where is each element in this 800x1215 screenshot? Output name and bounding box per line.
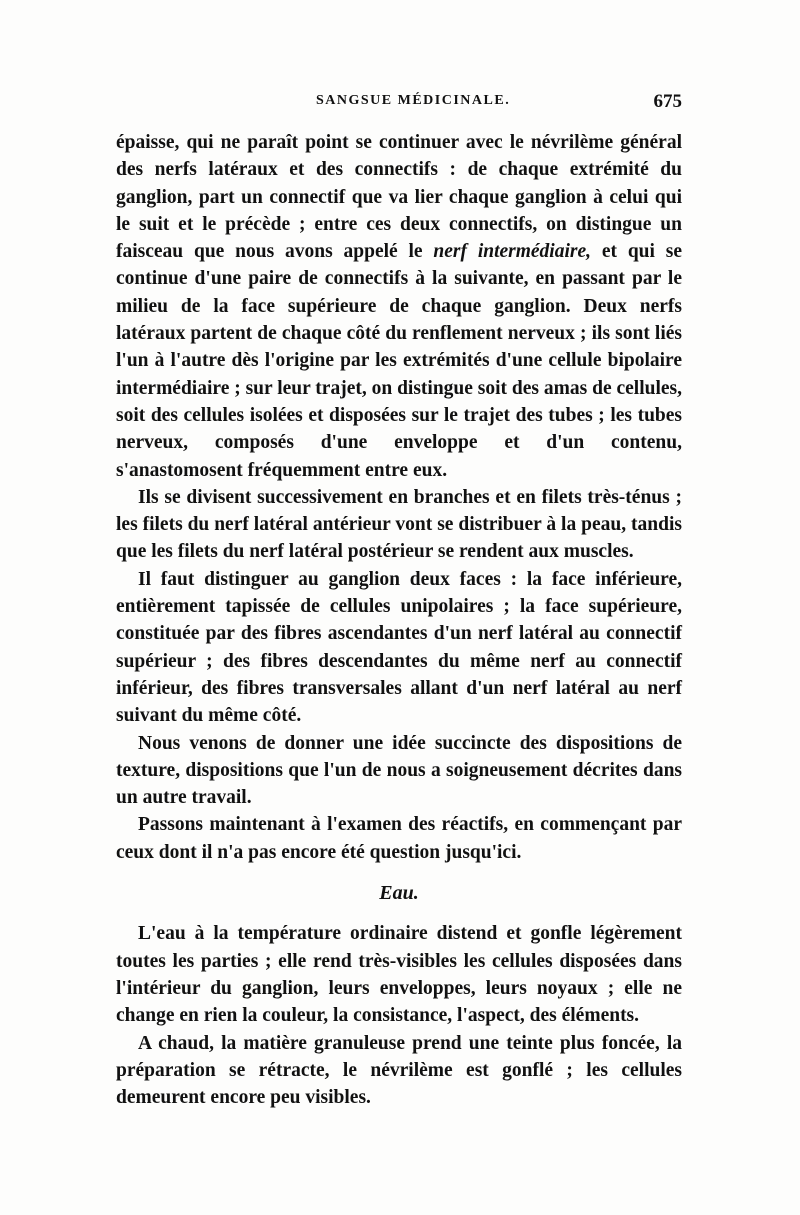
body-text — [116, 129, 682, 1111]
paragraph-text: épaisse, qui ne paraît point se continuer avec le névrilème général des nerfs latéraux et des connectifs : de chaque extrémité du ganglion, part un connectif que va lier chaque ganglion à celui qui le suit et le précède ; entre ces deux connectifs, on distingue un faisceau que nous avons appelé le — [116, 132, 682, 263]
paragraph: Il faut distinguer au ganglion deux faces : la face inférieure, entièrement tapissée de cellules unipolaires ; la face supérieure, constituée par des fibres ascendantes d'un nerf latéral au connectif supérieur ; des fibres descendantes du même nerf au connectif inférieur, des fibres transversales allant d'un nerf latéral au nerf suivant du même côté. — [116, 568, 682, 727]
paragraph: A chaud, la matière granuleuse prend une teinte plus foncée, la préparation se rétracte, le névrilème est gonflé ; les cellules demeurent encore peu visibles. — [116, 1032, 682, 1109]
page-number: 675 — [653, 91, 682, 112]
paragraph-text: et qui se continue d'une paire de connectifs à la suivante, en passant par le milieu de la face supérieure de chaque ganglion. Deux nerfs latéraux partent de chaque côté du renflement nerveux ; ils sont liés l'un à l'autre dès l'origine par les extrémités d'une cellule bipolaire intermédiaire ; sur leur trajet, on distingue soit des amas de cellules, soit des cellules isolées et disposées sur le trajet des tubes ; les tubes nerveux, composés d'une enveloppe et d'un contenu, s'anastomosent fréquemment entre eux. — [116, 241, 682, 481]
section-heading: Eau. — [379, 882, 419, 905]
paragraph: Nous venons de donner une idée succincte des dispositions de texture, dispositions que l'un de nous a soigneusement décrites dans un autre travail. — [116, 732, 682, 809]
paragraph — [116, 129, 682, 484]
running-head — [116, 93, 682, 121]
paragraph: L'eau à la température ordinaire distend et gonfle légèrement toutes les parties ; elle rend très-visibles les cellules disposées dans l'intérieur du ganglion, leurs enveloppes, leurs noyaux ; elle ne change en rien la couleur, la consistance, l'aspect, des éléments. — [116, 923, 682, 1027]
running-title: SANGSUE MÉDICINALE. — [316, 93, 511, 108]
emphasized-term: nerf intermédiaire, — [433, 241, 592, 263]
paragraph: Ils se divisent successivement en branches et en filets très-ténus ; les filets du nerf latéral antérieur vont se distribuer à la peau, tandis que les filets du nerf latéral postérieur se rendent aux muscles. — [116, 486, 682, 563]
paragraph: Passons maintenant à l'examen des réactifs, en commençant par ceux dont il n'a pas encore été question jusqu'ici. — [116, 814, 682, 863]
